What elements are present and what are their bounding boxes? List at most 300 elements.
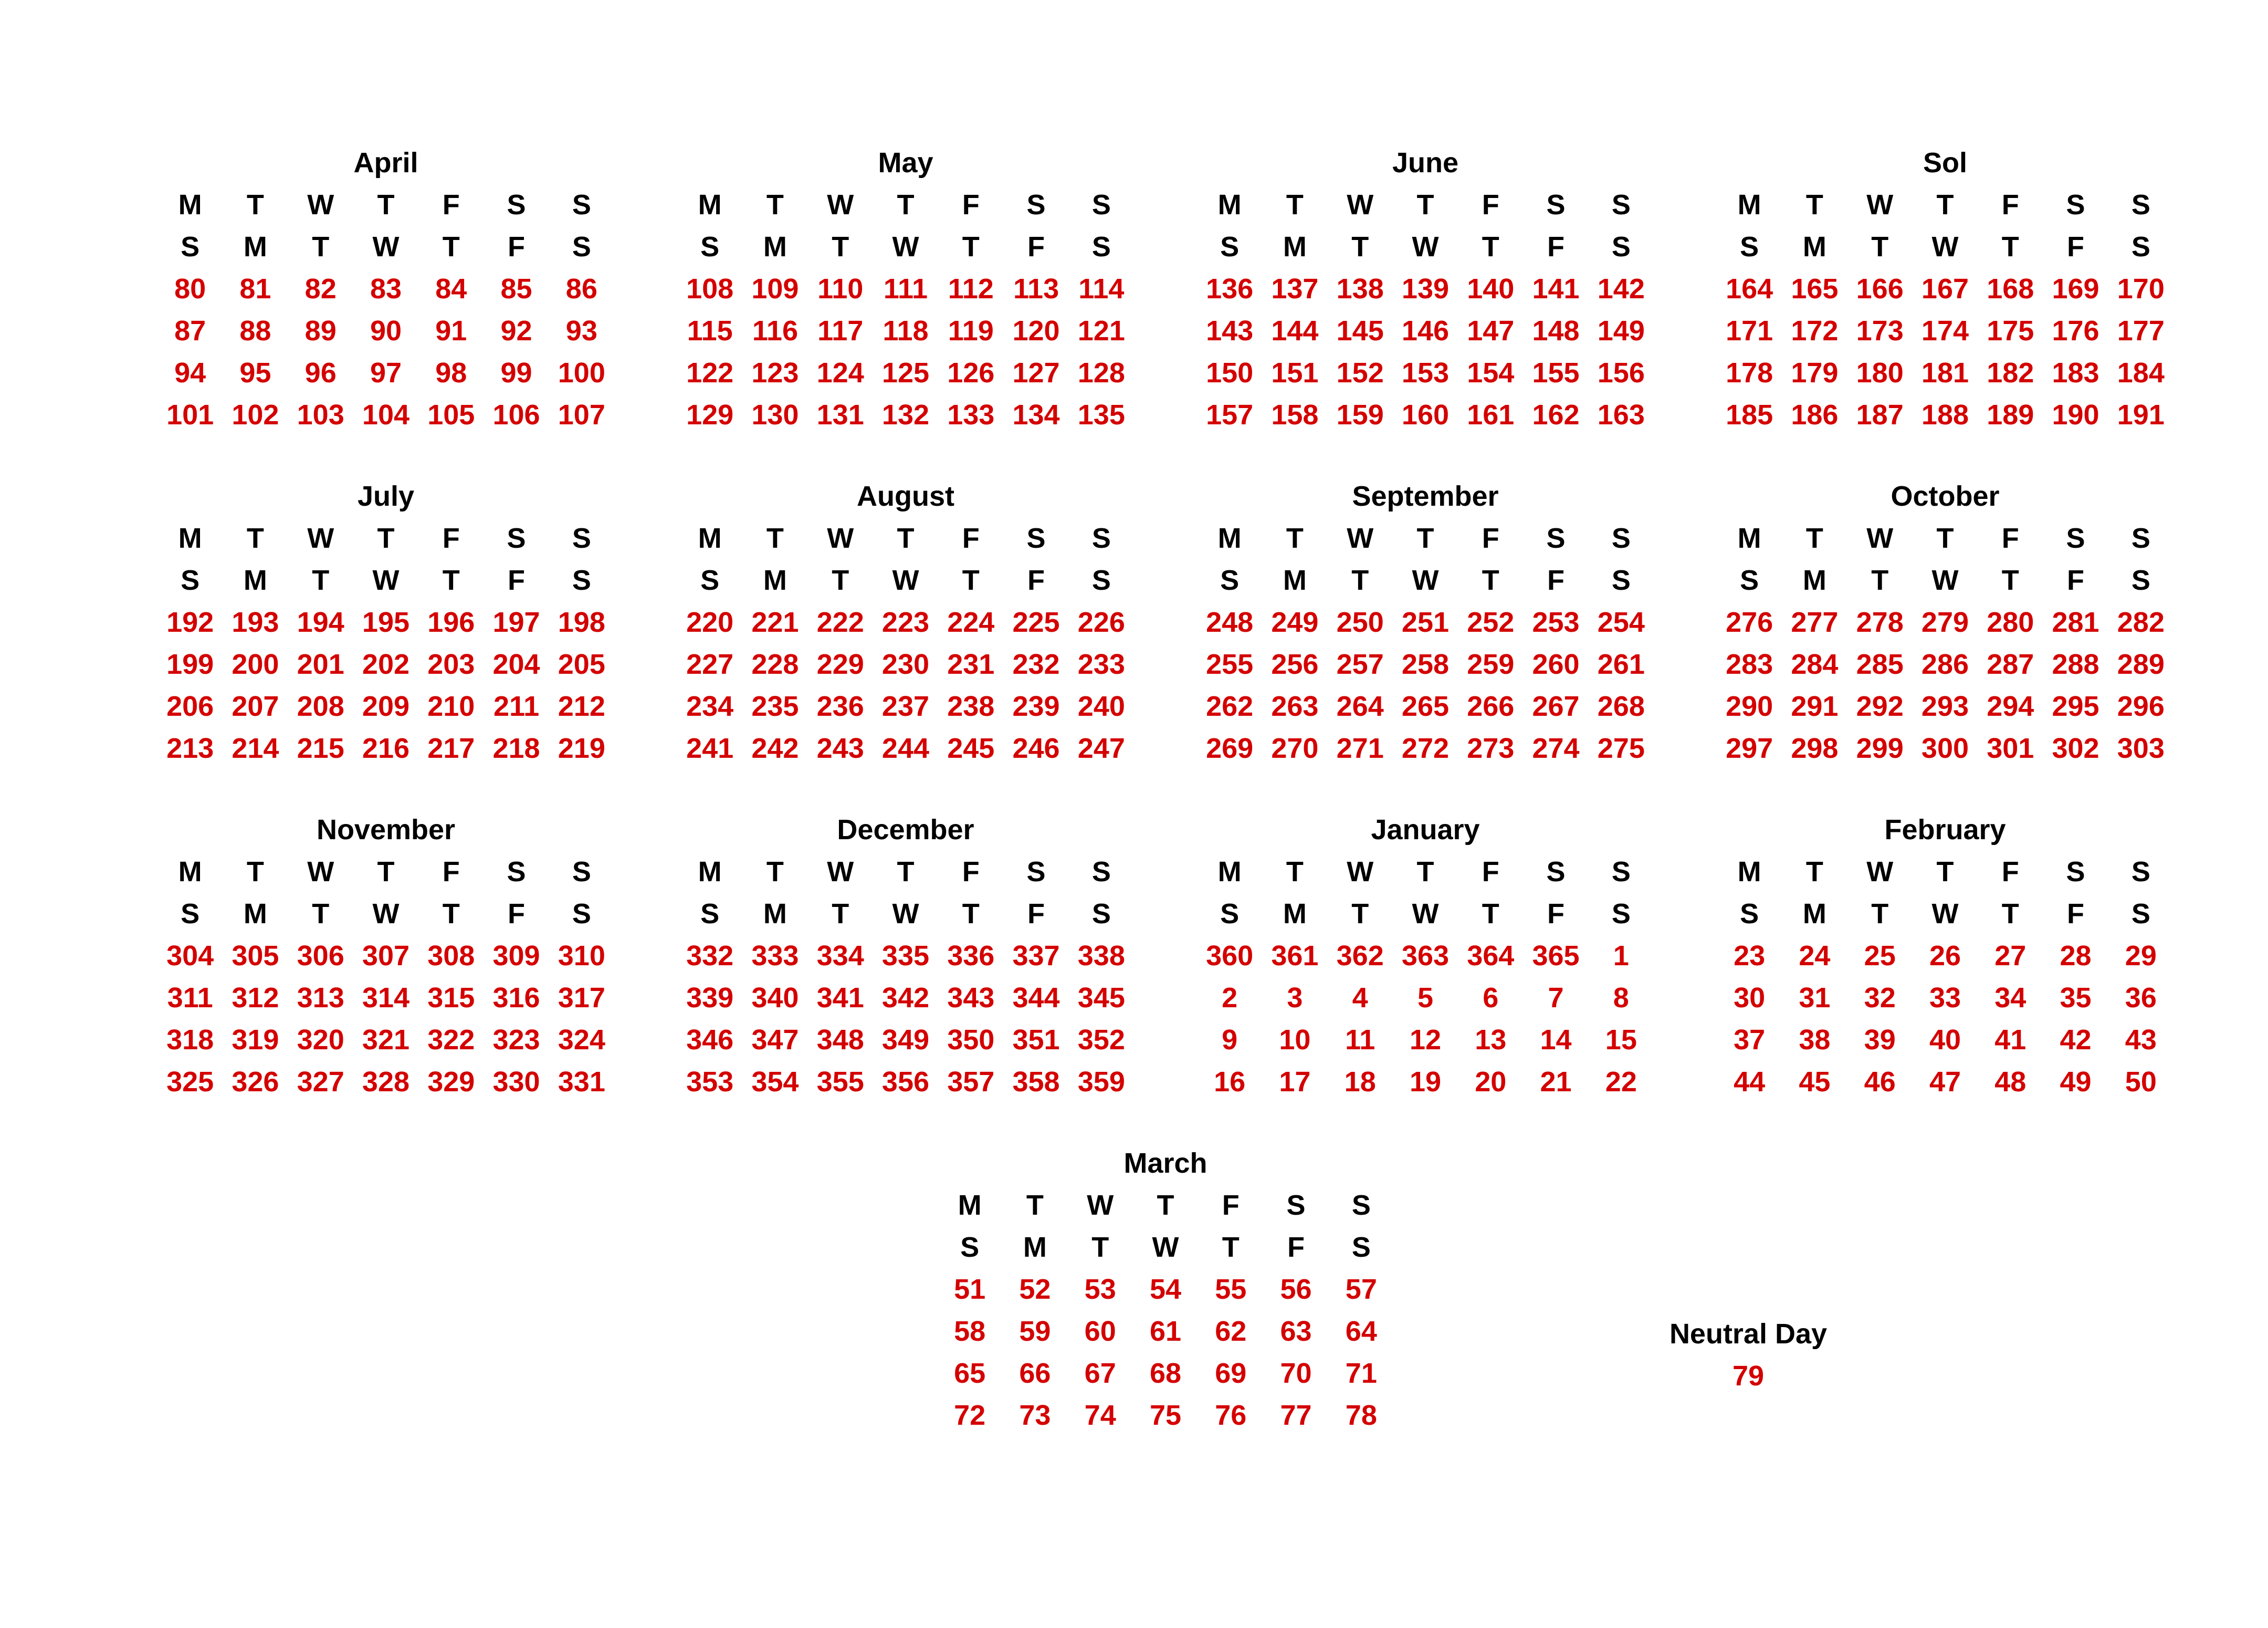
day-number: 28 bbox=[2060, 940, 2092, 972]
day-number: 171 bbox=[1726, 315, 1773, 347]
weekday-alt-label: M bbox=[763, 898, 787, 930]
week-row bbox=[677, 643, 1134, 685]
day-number: 160 bbox=[1401, 399, 1450, 431]
weekday-label: S bbox=[572, 856, 591, 888]
day-number: 3 bbox=[1287, 982, 1303, 1014]
day-number: 197 bbox=[492, 607, 540, 638]
day-number: 44 bbox=[1734, 1066, 1766, 1098]
day-number: 284 bbox=[1791, 649, 1839, 680]
weekday-alt-label: T bbox=[962, 565, 980, 596]
day-number: 68 bbox=[1149, 1358, 1182, 1389]
day-number: 154 bbox=[1467, 357, 1515, 389]
day-number: 20 bbox=[1475, 1066, 1507, 1098]
day-number: 245 bbox=[947, 733, 995, 764]
day-number: 315 bbox=[427, 982, 475, 1014]
weekday-alt-label: W bbox=[1931, 231, 1959, 263]
day-number: 222 bbox=[816, 607, 864, 638]
day-number: 12 bbox=[1409, 1024, 1442, 1056]
week-row bbox=[1197, 643, 1654, 685]
day-number: 259 bbox=[1467, 649, 1515, 680]
day-number: 151 bbox=[1271, 357, 1319, 389]
weekday-alt-label: T bbox=[962, 231, 980, 263]
weekday-alt-label: F bbox=[2067, 231, 2085, 263]
month-title: December bbox=[837, 814, 974, 846]
weekday-label: S bbox=[572, 523, 591, 554]
weekday-label: M bbox=[698, 189, 722, 221]
day-number: 229 bbox=[816, 649, 864, 680]
day-number: 258 bbox=[1401, 649, 1450, 680]
weekday-alt-label: S bbox=[1611, 898, 1631, 930]
day-number: 8 bbox=[1613, 982, 1629, 1014]
day-number: 139 bbox=[1401, 273, 1450, 305]
month-title: April bbox=[353, 147, 418, 179]
day-number: 39 bbox=[1864, 1024, 1896, 1056]
day-number: 295 bbox=[2052, 691, 2099, 722]
weekday-alt-label: W bbox=[892, 898, 919, 930]
day-number: 69 bbox=[1215, 1358, 1247, 1389]
weekday-label: T bbox=[897, 189, 915, 221]
weekday-label: T bbox=[246, 189, 264, 221]
day-number: 23 bbox=[1734, 940, 1766, 972]
day-number: 216 bbox=[362, 733, 410, 764]
day-number: 99 bbox=[500, 357, 532, 389]
day-number: 170 bbox=[2117, 273, 2165, 305]
day-number: 19 bbox=[1409, 1066, 1442, 1098]
weekday-alt-header-row bbox=[677, 893, 1134, 935]
weekday-label: M bbox=[1737, 189, 1761, 221]
week-row bbox=[1197, 394, 1654, 436]
weekday-label: S bbox=[2066, 189, 2085, 221]
day-number: 203 bbox=[427, 649, 475, 680]
day-number: 267 bbox=[1532, 691, 1580, 722]
day-number: 48 bbox=[1994, 1066, 2026, 1098]
day-number: 135 bbox=[1077, 399, 1125, 431]
month-august bbox=[677, 475, 1134, 769]
day-number: 70 bbox=[1280, 1358, 1312, 1389]
weekday-label: F bbox=[2001, 856, 2019, 888]
day-number: 97 bbox=[370, 357, 402, 389]
day-number: 88 bbox=[239, 315, 271, 347]
month-title: November bbox=[316, 814, 456, 846]
weekday-label: T bbox=[1026, 1189, 1044, 1221]
day-number: 60 bbox=[1084, 1316, 1116, 1347]
day-number: 118 bbox=[883, 315, 929, 347]
day-number: 309 bbox=[492, 940, 540, 972]
day-number: 143 bbox=[1206, 315, 1254, 347]
weekday-label: T bbox=[1936, 856, 1954, 888]
day-number: 341 bbox=[816, 982, 864, 1014]
weekday-alt-label: T bbox=[832, 565, 849, 596]
day-number: 17 bbox=[1279, 1066, 1311, 1098]
day-number: 289 bbox=[2117, 649, 2165, 680]
week-row bbox=[1717, 601, 2174, 643]
day-number: 83 bbox=[370, 273, 402, 305]
day-number: 57 bbox=[1345, 1274, 1377, 1305]
day-number: 300 bbox=[1921, 733, 1969, 764]
day-number: 338 bbox=[1077, 940, 1125, 972]
day-number: 191 bbox=[2117, 399, 2165, 431]
day-number: 227 bbox=[686, 649, 734, 680]
weekday-alt-label: M bbox=[1283, 898, 1307, 930]
day-number: 278 bbox=[1856, 607, 1904, 638]
day-number: 127 bbox=[1012, 357, 1060, 389]
week-row bbox=[677, 977, 1134, 1019]
weekday-alt-label: T bbox=[832, 898, 849, 930]
day-number: 200 bbox=[232, 649, 279, 680]
weekday-label: T bbox=[1805, 523, 1823, 554]
weekday-header-row bbox=[1717, 517, 2174, 559]
day-number: 31 bbox=[1799, 982, 1831, 1014]
day-number: 182 bbox=[1987, 357, 2034, 389]
day-number: 296 bbox=[2117, 691, 2165, 722]
day-number: 54 bbox=[1149, 1274, 1182, 1305]
day-number: 281 bbox=[2052, 607, 2099, 638]
day-number: 217 bbox=[427, 733, 475, 764]
day-number: 254 bbox=[1597, 607, 1645, 638]
weekday-label: M bbox=[178, 856, 202, 888]
week-row bbox=[158, 310, 614, 352]
day-number: 195 bbox=[362, 607, 410, 638]
day-number: 179 bbox=[1791, 357, 1839, 389]
day-number: 268 bbox=[1597, 691, 1645, 722]
weekday-label: S bbox=[507, 523, 526, 554]
day-number: 307 bbox=[362, 940, 410, 972]
weekday-label: S bbox=[1546, 856, 1566, 888]
day-number: 37 bbox=[1734, 1024, 1766, 1056]
day-number: 111 bbox=[883, 273, 928, 305]
day-number: 306 bbox=[297, 940, 344, 972]
weekday-alt-label: W bbox=[892, 231, 919, 263]
day-number: 252 bbox=[1467, 607, 1515, 638]
weekday-label: S bbox=[2131, 856, 2150, 888]
weekday-alt-header-row bbox=[677, 226, 1134, 268]
month-march bbox=[937, 1142, 1394, 1436]
day-number: 52 bbox=[1019, 1274, 1051, 1305]
day-number: 339 bbox=[686, 982, 734, 1014]
day-number: 128 bbox=[1077, 357, 1125, 389]
weekday-alt-label: S bbox=[1351, 1232, 1371, 1263]
week-row bbox=[1717, 685, 2174, 727]
weekday-header-row bbox=[158, 517, 614, 559]
day-number: 124 bbox=[816, 357, 864, 389]
weekday-label: W bbox=[1866, 856, 1894, 888]
weekday-label: T bbox=[377, 523, 395, 554]
day-number: 193 bbox=[232, 607, 279, 638]
weekday-header-row bbox=[937, 1184, 1394, 1226]
day-number: 165 bbox=[1791, 273, 1839, 305]
weekday-alt-label: M bbox=[1802, 231, 1826, 263]
day-number: 1 bbox=[1613, 940, 1629, 972]
day-number: 275 bbox=[1597, 733, 1645, 764]
day-number: 337 bbox=[1012, 940, 1060, 972]
week-row bbox=[677, 601, 1134, 643]
day-number: 189 bbox=[1987, 399, 2034, 431]
weekday-alt-header-row bbox=[937, 1226, 1394, 1268]
month-title: Sol bbox=[1923, 147, 1967, 179]
weekday-alt-label: T bbox=[1871, 565, 1889, 596]
month-july bbox=[158, 475, 614, 769]
weekday-label: S bbox=[1611, 856, 1631, 888]
weekday-header-row bbox=[1197, 851, 1654, 893]
weekday-alt-header-row bbox=[1717, 559, 2174, 601]
week-row bbox=[677, 268, 1134, 310]
week-row bbox=[1717, 268, 2174, 310]
day-number: 11 bbox=[1345, 1024, 1376, 1056]
day-number: 362 bbox=[1336, 940, 1384, 972]
day-number: 175 bbox=[1987, 315, 2034, 347]
day-number: 65 bbox=[954, 1358, 986, 1389]
week-row bbox=[677, 1061, 1134, 1103]
day-number: 264 bbox=[1336, 691, 1384, 722]
day-number: 2 bbox=[1222, 982, 1238, 1014]
weekday-label: F bbox=[442, 523, 460, 554]
day-number: 332 bbox=[686, 940, 734, 972]
week-row bbox=[1717, 394, 2174, 436]
weekday-label: F bbox=[1482, 523, 1499, 554]
month-title: August bbox=[857, 481, 954, 512]
day-number: 185 bbox=[1726, 399, 1773, 431]
day-number: 235 bbox=[751, 691, 799, 722]
day-number: 201 bbox=[297, 649, 344, 680]
day-number: 77 bbox=[1280, 1400, 1312, 1431]
weekday-alt-label: W bbox=[1931, 898, 1959, 930]
day-number: 280 bbox=[1987, 607, 2034, 638]
day-number: 334 bbox=[816, 940, 864, 972]
week-row bbox=[1717, 935, 2174, 977]
day-number: 324 bbox=[558, 1024, 605, 1056]
day-number: 43 bbox=[2125, 1024, 2157, 1056]
day-number: 149 bbox=[1597, 315, 1645, 347]
day-number: 205 bbox=[558, 649, 605, 680]
day-number: 169 bbox=[2052, 273, 2099, 305]
weekday-label: S bbox=[1546, 189, 1566, 221]
day-number: 316 bbox=[492, 982, 540, 1014]
day-number: 358 bbox=[1012, 1066, 1060, 1098]
weekday-label: S bbox=[507, 856, 526, 888]
weekday-label: F bbox=[962, 189, 980, 221]
weekday-header-row bbox=[1197, 184, 1654, 226]
day-number: 220 bbox=[686, 607, 734, 638]
weekday-label: M bbox=[1217, 856, 1242, 888]
day-number: 331 bbox=[558, 1066, 605, 1098]
weekday-label: S bbox=[1026, 523, 1046, 554]
month-february bbox=[1717, 809, 2174, 1103]
week-row bbox=[1717, 727, 2174, 769]
day-number: 75 bbox=[1149, 1400, 1182, 1431]
day-number: 236 bbox=[816, 691, 864, 722]
weekday-alt-label: F bbox=[508, 565, 526, 596]
day-number: 261 bbox=[1597, 649, 1645, 680]
week-row bbox=[937, 1394, 1394, 1436]
day-number: 86 bbox=[565, 273, 597, 305]
weekday-alt-label: T bbox=[962, 898, 980, 930]
day-number: 159 bbox=[1336, 399, 1384, 431]
day-number: 6 bbox=[1483, 982, 1499, 1014]
day-number: 116 bbox=[752, 315, 798, 347]
day-number: 279 bbox=[1921, 607, 1969, 638]
day-number: 230 bbox=[881, 649, 930, 680]
weekday-label: M bbox=[178, 523, 202, 554]
weekday-alt-label: S bbox=[572, 231, 591, 263]
day-number: 352 bbox=[1077, 1024, 1125, 1056]
day-number: 357 bbox=[947, 1066, 995, 1098]
week-row bbox=[677, 310, 1134, 352]
day-number: 168 bbox=[1987, 273, 2034, 305]
day-number: 105 bbox=[427, 399, 475, 431]
weekday-label: M bbox=[1217, 189, 1242, 221]
day-number: 184 bbox=[2117, 357, 2165, 389]
day-number: 101 bbox=[166, 399, 214, 431]
day-number: 356 bbox=[881, 1066, 930, 1098]
weekday-alt-label: F bbox=[508, 898, 526, 930]
weekday-alt-label: F bbox=[1287, 1232, 1305, 1263]
day-number: 348 bbox=[816, 1024, 864, 1056]
day-number: 231 bbox=[947, 649, 995, 680]
day-number: 176 bbox=[2052, 315, 2099, 347]
day-number: 239 bbox=[1012, 691, 1060, 722]
day-number: 347 bbox=[751, 1024, 799, 1056]
day-number: 5 bbox=[1417, 982, 1433, 1014]
weekday-alt-header-row bbox=[158, 559, 614, 601]
weekday-label: M bbox=[958, 1189, 982, 1221]
day-number: 84 bbox=[435, 273, 467, 305]
day-number: 125 bbox=[881, 357, 930, 389]
day-number: 274 bbox=[1532, 733, 1580, 764]
day-number: 162 bbox=[1532, 399, 1580, 431]
week-row bbox=[937, 1310, 1394, 1352]
weekday-alt-label: M bbox=[1023, 1232, 1047, 1263]
week-row bbox=[158, 727, 614, 769]
weekday-alt-label: S bbox=[1220, 231, 1240, 263]
day-number: 71 bbox=[1345, 1358, 1377, 1389]
weekday-alt-label: T bbox=[1351, 565, 1369, 596]
neutral-day-title: Neutral Day bbox=[1669, 1318, 1828, 1350]
day-number: 67 bbox=[1084, 1358, 1116, 1389]
day-number: 320 bbox=[297, 1024, 344, 1056]
weekday-alt-label: W bbox=[372, 565, 400, 596]
weekday-alt-label: T bbox=[1482, 898, 1499, 930]
day-number: 221 bbox=[751, 607, 799, 638]
day-number: 122 bbox=[686, 357, 734, 389]
day-number: 212 bbox=[558, 691, 605, 722]
weekday-alt-label: T bbox=[832, 231, 849, 263]
weekday-label: F bbox=[962, 856, 980, 888]
weekday-header-row bbox=[677, 851, 1134, 893]
day-number: 134 bbox=[1012, 399, 1060, 431]
day-number: 364 bbox=[1467, 940, 1515, 972]
month-title: July bbox=[357, 481, 415, 512]
weekday-label: T bbox=[766, 856, 784, 888]
weekday-alt-label: S bbox=[572, 898, 591, 930]
day-number: 98 bbox=[435, 357, 467, 389]
day-number: 172 bbox=[1791, 315, 1839, 347]
day-number: 45 bbox=[1799, 1066, 1831, 1098]
day-number: 58 bbox=[954, 1316, 986, 1347]
weekday-label: T bbox=[377, 189, 395, 221]
weekday-alt-label: F bbox=[2067, 898, 2085, 930]
day-number: 228 bbox=[751, 649, 799, 680]
day-number: 85 bbox=[500, 273, 532, 305]
day-number: 288 bbox=[2052, 649, 2099, 680]
weekday-alt-header-row bbox=[158, 226, 614, 268]
day-number: 351 bbox=[1012, 1024, 1060, 1056]
weekday-label: W bbox=[1087, 1189, 1114, 1221]
weekday-alt-label: T bbox=[312, 898, 330, 930]
weekday-header-row bbox=[677, 517, 1134, 559]
day-number: 119 bbox=[948, 315, 994, 347]
month-november bbox=[158, 809, 614, 1103]
day-number: 144 bbox=[1271, 315, 1319, 347]
week-row bbox=[1717, 1061, 2174, 1103]
day-number: 192 bbox=[166, 607, 214, 638]
weekday-alt-label: F bbox=[1547, 898, 1565, 930]
weekday-alt-label: T bbox=[2001, 231, 2019, 263]
weekday-label: T bbox=[377, 856, 395, 888]
day-number: 298 bbox=[1791, 733, 1839, 764]
day-number: 297 bbox=[1726, 733, 1773, 764]
weekday-label: T bbox=[1936, 189, 1954, 221]
week-row bbox=[937, 1268, 1394, 1310]
day-number: 121 bbox=[1077, 315, 1125, 347]
weekday-label: T bbox=[246, 523, 264, 554]
month-january bbox=[1197, 809, 1654, 1103]
weekday-alt-header-row bbox=[677, 559, 1134, 601]
day-number: 196 bbox=[427, 607, 475, 638]
weekday-alt-label: F bbox=[1027, 231, 1045, 263]
weekday-alt-label: F bbox=[1027, 898, 1045, 930]
day-number: 361 bbox=[1271, 940, 1319, 972]
day-number: 210 bbox=[427, 691, 475, 722]
day-number: 190 bbox=[2052, 399, 2099, 431]
day-number: 13 bbox=[1475, 1024, 1507, 1056]
day-number: 304 bbox=[166, 940, 214, 972]
weekday-alt-label: T bbox=[1222, 1232, 1240, 1263]
month-title: September bbox=[1352, 481, 1499, 512]
weekday-alt-label: S bbox=[1091, 231, 1111, 263]
day-number: 325 bbox=[166, 1066, 214, 1098]
day-number: 51 bbox=[954, 1274, 986, 1305]
week-row bbox=[1717, 1019, 2174, 1061]
day-number: 177 bbox=[2117, 315, 2165, 347]
day-number: 42 bbox=[2060, 1024, 2092, 1056]
month-october bbox=[1717, 475, 2174, 769]
week-row bbox=[677, 394, 1134, 436]
weekday-label: F bbox=[2001, 189, 2019, 221]
month-september bbox=[1197, 475, 1654, 769]
day-number: 327 bbox=[297, 1066, 344, 1098]
weekday-label: S bbox=[1091, 523, 1111, 554]
day-number: 349 bbox=[881, 1024, 930, 1056]
weekday-alt-label: W bbox=[892, 565, 919, 596]
week-row bbox=[1197, 268, 1654, 310]
day-number: 104 bbox=[362, 399, 410, 431]
day-number: 163 bbox=[1597, 399, 1645, 431]
weekday-alt-label: S bbox=[181, 565, 200, 596]
day-number: 16 bbox=[1214, 1066, 1246, 1098]
day-number: 224 bbox=[947, 607, 995, 638]
weekday-label: T bbox=[1936, 523, 1954, 554]
weekday-header-row bbox=[1717, 184, 2174, 226]
weekday-label: T bbox=[1805, 856, 1823, 888]
day-number: 265 bbox=[1401, 691, 1450, 722]
day-number: 277 bbox=[1791, 607, 1839, 638]
month-title: February bbox=[1884, 814, 2006, 846]
day-number: 95 bbox=[239, 357, 271, 389]
day-number: 47 bbox=[1929, 1066, 1961, 1098]
day-number: 158 bbox=[1271, 399, 1319, 431]
day-number: 73 bbox=[1019, 1400, 1051, 1431]
day-number: 173 bbox=[1856, 315, 1904, 347]
